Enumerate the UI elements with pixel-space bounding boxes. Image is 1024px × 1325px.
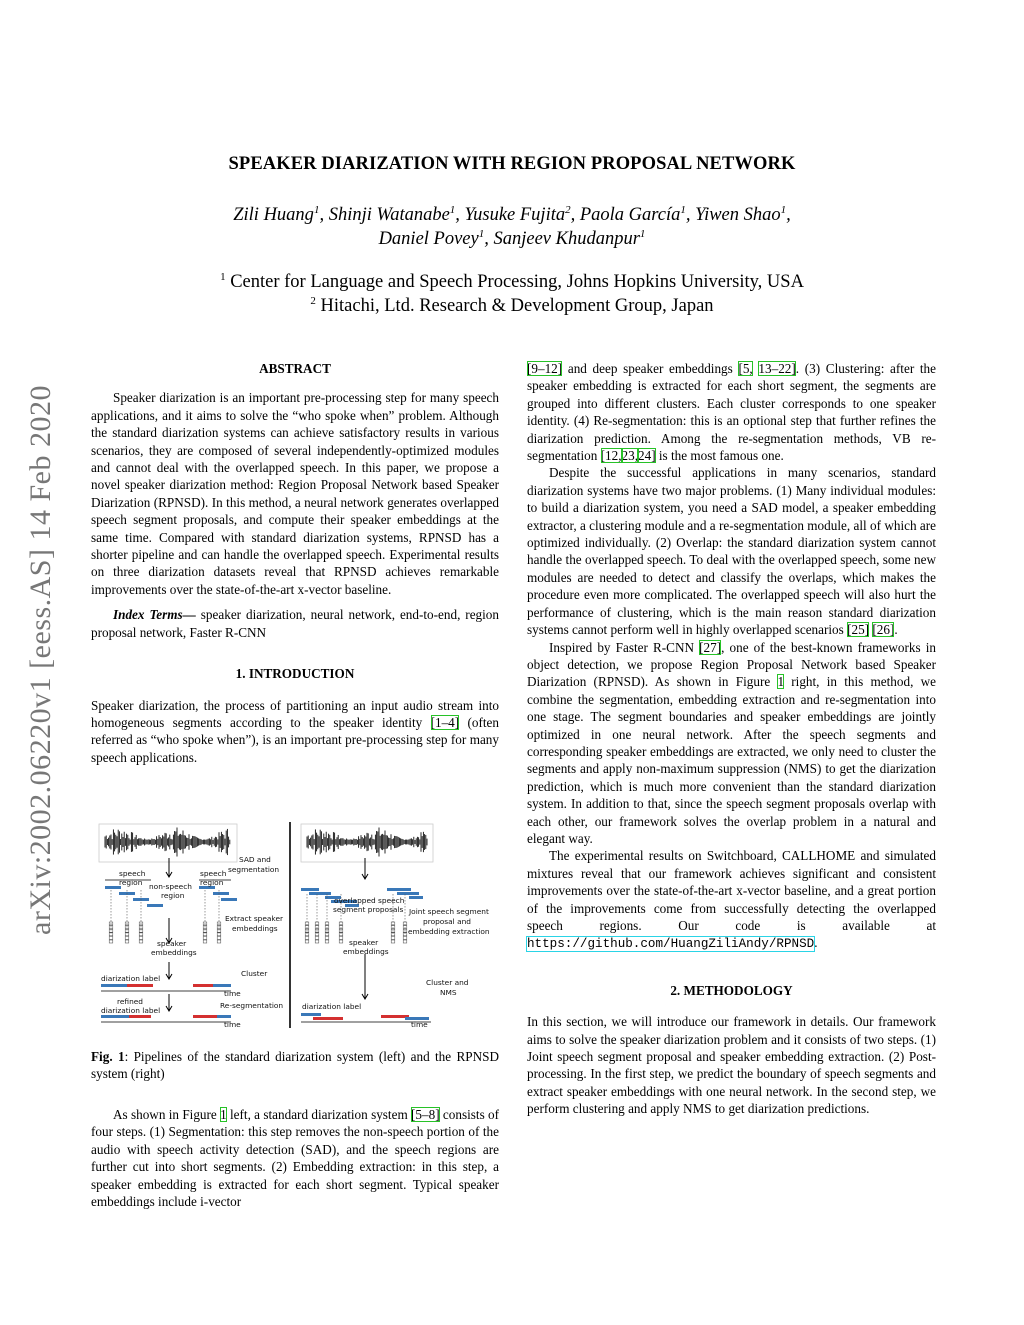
figure-link[interactable]: 1 bbox=[777, 674, 785, 690]
citation-link[interactable]: 24] bbox=[638, 448, 656, 464]
label-refined: refined bbox=[117, 997, 144, 1006]
citation-link[interactable]: [5, bbox=[738, 361, 753, 376]
embedding-cell bbox=[125, 940, 129, 943]
label-speaker-embeddings-rb: embeddings bbox=[343, 947, 389, 956]
index-terms: Index Terms— speaker diarization, neural network, end-to-end, region proposal network, Faster R-CNN bbox=[91, 607, 499, 640]
label-overlap-b: segment proposals bbox=[333, 905, 404, 914]
label-diarization-r: diarization label bbox=[302, 1002, 362, 1011]
label-cluster: Cluster bbox=[241, 969, 268, 978]
paper-title: SPEAKER DIARIZATION WITH REGION PROPOSAL NETWORK bbox=[228, 154, 796, 174]
embedding-cell bbox=[325, 936, 329, 939]
figure-link[interactable]: 1 bbox=[220, 1107, 227, 1122]
arxiv-stamp bbox=[14, 340, 68, 980]
segment-bar bbox=[213, 892, 229, 895]
intro-paragraph-1: Speaker diarization, the process of partitioning an input audio stream into homogeneous segments according to the speaker identity [1–4] (often referred as “who spoke when”), is an important pre-processing step for many speech applications. bbox=[91, 697, 499, 765]
proposal-bar bbox=[301, 888, 319, 891]
diar-bar-blue bbox=[101, 984, 127, 987]
citation-link[interactable]: [25] bbox=[847, 622, 870, 638]
right-column bbox=[527, 360, 936, 1118]
label-sad-b: segmentation bbox=[228, 865, 280, 874]
embedding-cell bbox=[339, 940, 343, 943]
embedding-cell bbox=[217, 940, 221, 943]
diar-bar-red bbox=[127, 984, 153, 987]
citation-link[interactable]: [12, bbox=[600, 448, 622, 464]
diar-bar-red bbox=[193, 1015, 217, 1018]
github-link[interactable]: https://github.com/HuangZiliAndy/RPNSD bbox=[527, 937, 815, 952]
citation-link[interactable]: [9–12] bbox=[527, 361, 563, 376]
figure-caption: Fig. 1: Pipelines of the standard diarization system (left) and the RPNSD system (right) bbox=[91, 1049, 499, 1082]
diar-bar-red bbox=[313, 1017, 343, 1020]
embedding-cell bbox=[203, 940, 207, 943]
pipeline-diagram bbox=[91, 822, 499, 1032]
label-time-2: time bbox=[224, 1020, 241, 1029]
proposal-bar bbox=[387, 888, 411, 891]
proposal-bar bbox=[397, 892, 419, 895]
citation-link[interactable]: [1–4] bbox=[430, 714, 460, 730]
label-cluster-nms: Cluster and bbox=[426, 978, 469, 987]
abstract-text: Speaker diarization is an important pre-processing step for many speech applications, and it aims to solve the “who spoke when” problem. Although the standard diarization systems can achieve satisfactory results in various scenarios, they are composed of several independently-optimized modules and cannot deal with the overlapped speech. In this paper, we propose a novel speaker diarization method: Region Proposal Network based Speaker Diarization (RPNSD). In this method, a neural network generates overlapped speech segment proposals, and compute their speaker embeddings at the same time. Compared with standard diarization systems, RPNSD has a shorter pipeline and can handle the overlapped speech. Experimental results on three diarization datasets reveal that RPNSD achieves remarkable improvements over the state-of-the-art x-vector baseline. bbox=[91, 390, 499, 597]
embedding-cell bbox=[315, 940, 319, 943]
segment-bar bbox=[147, 904, 163, 907]
label-speaker-embeddings-b: embeddings bbox=[151, 948, 197, 957]
label-non-speech-b: region bbox=[161, 891, 185, 900]
citation-link[interactable]: [5–8] bbox=[411, 1107, 440, 1122]
embedding-cell bbox=[325, 940, 329, 943]
embedding-cell bbox=[339, 936, 343, 939]
label-speech-region-2: speech bbox=[200, 869, 227, 878]
proposal-bar bbox=[409, 896, 423, 899]
label-joint: Joint speech segment bbox=[409, 907, 489, 916]
label-extract: Extract speaker bbox=[225, 914, 284, 923]
abstract-section bbox=[91, 360, 499, 766]
citation-link[interactable]: [27] bbox=[699, 639, 722, 655]
label-time-3: time bbox=[411, 1020, 428, 1029]
embedding-cell bbox=[391, 936, 395, 939]
right-waveform bbox=[307, 827, 427, 856]
label-cluster-nms-b: NMS bbox=[440, 988, 457, 997]
right-paragraph-4: The experimental results on Switchboard, CALLHOME and simulated mixtures reveal that our framework achieves significant and consistent improvements over the state-of-the-art x-vector baseline, and a great portion of the improvements come from successfully detecting the overlapped speech regions. Our code is available at https://github.com/HuangZiliAndy/RPNSD. bbox=[527, 848, 936, 952]
label-diarization: diarization label bbox=[101, 974, 161, 983]
label-joint-c: embedding extraction bbox=[408, 927, 490, 936]
left-arrows bbox=[166, 858, 172, 1011]
diar-bar-blue bbox=[213, 984, 231, 987]
author-list: Zili Huang$^1$, Shinji Watanabe$^1$, Yusuke Fujita$^2$, Paola García$^1$, Yiwen Shao$^1$, Daniel Povey$^1$, Sanjeev Khudanpur$^1$ bbox=[233, 203, 791, 249]
label-speech-region-1b: region bbox=[119, 878, 143, 887]
embedding-cell bbox=[391, 940, 395, 943]
label-speech-region-2b: region bbox=[200, 878, 224, 887]
right-paragraph-1: [9–12] and deep speaker embeddings [5, 13–22]. (3) Clustering: after the speaker embedding is extracted for each short segment, the segments are grouped into different clusters. Each cluster corresponds to one speaker identity. (4) Re-segmentation: this is an optional step that further refines the diarization prediction. Among the re-segmentation methods, VB re-segmentation [12,23,24] is the most famous one. bbox=[527, 361, 936, 464]
label-extract-b: embeddings bbox=[232, 924, 278, 933]
label-overlap: overlapped speech bbox=[334, 896, 405, 905]
diar-bar-red bbox=[381, 1015, 409, 1018]
citation-link[interactable]: [26] bbox=[872, 622, 895, 638]
methodology-paragraph: In this section, we will introduce our framework in details. Our framework aims to solve the speaker diarization problem and it consists of two steps. (1) Joint speech segment proposal and speaker embedding extraction. (2) Post-processing. In the first step, we predict the boundary of speech segments and extract speaker embeddings with one neural network. In the second step, we perform clustering and apply NMS to get diarization predictions. bbox=[527, 1014, 936, 1117]
segment-bar bbox=[221, 898, 237, 901]
left-waveform bbox=[105, 827, 230, 856]
embedding-cell bbox=[315, 936, 319, 939]
citation-link[interactable]: 23, bbox=[621, 448, 638, 464]
label-joint-b: proposal and bbox=[423, 917, 471, 926]
diar-bar-blue bbox=[301, 1013, 321, 1016]
diar-bar-red bbox=[129, 1015, 151, 1018]
label-speech-region-1: speech bbox=[119, 869, 146, 878]
diar-bar-blue bbox=[217, 1015, 231, 1018]
citation-link[interactable]: 13–22] bbox=[758, 361, 796, 376]
label-refined-b: diarization label bbox=[101, 1006, 161, 1015]
right-paragraph-3: Inspired by Faster R-CNN [27], one of the best-known frameworks in object detection, we propose Region Proposal Network based Speaker Diarization (RPNSD). As shown in Figure 1 right, in this method, we combine the segmentation, embedding extraction and re-segmentation into one stage. The segment boundaries and speaker embeddings are jointly optimized in one neural network. After the speech segments and corresponding speaker embeddings are extracted, we only need to cluster the segments and apply non-maximum suppression (NMS) to get the diarization prediction, which is much more convenient than the standard diarization system. In addition to that, since the speech segment proposals overlap with each other, our framework solves the overlap problem in a natural and elegant way. bbox=[527, 639, 936, 846]
embedding-cell bbox=[109, 940, 113, 943]
affiliations: $^1$ Center for Language and Speech Processing, Johns Hopkins University, USA $^2$ Hitachi, Ltd. Research & Development Group, Japan bbox=[220, 270, 804, 316]
methodology-heading: 2. METHODOLOGY bbox=[670, 982, 793, 998]
embedding-cell bbox=[139, 940, 143, 943]
diar-bar-blue bbox=[101, 1015, 129, 1018]
label-speaker-embeddings-r: speaker bbox=[349, 938, 379, 947]
figure-1 bbox=[91, 822, 499, 1032]
embedding-cell bbox=[109, 936, 113, 939]
embedding-cell bbox=[403, 940, 407, 943]
embedding-cell bbox=[305, 940, 309, 943]
embedding-cell bbox=[203, 936, 207, 939]
embedding-cell bbox=[139, 936, 143, 939]
right-paragraph-2: Despite the successful applications in many scenarios, standard diarization systems have two major problems. (1) Many individual modules: to build a diarization system, you need a SAD model, a speaker embedding extractor, a clustering module and a re-segmentation module, all of which are optimized individually. (2) Overlap: the standard diarization system cannot handle the overlapped speech. To deal with the overlapped speech, some new modules are needed to detect and classify the overlaps, which makes the procedure even more complicated. The overlapped speech will also hurt the performance of clustering, which is the main reason standard diarization systems cannot perform well in highly overlapped scenarios [25] [26]. bbox=[527, 465, 936, 638]
label-sad: SAD and bbox=[239, 855, 271, 864]
proposal-bar bbox=[309, 892, 331, 895]
abstract-heading: ABSTRACT bbox=[259, 361, 331, 376]
label-speaker-embeddings: speaker bbox=[157, 939, 187, 948]
label-non-speech: non-speech bbox=[149, 882, 192, 891]
diar-bar-red bbox=[193, 984, 213, 987]
embedding-cell bbox=[403, 936, 407, 939]
label-resegmentation: Re-segmentation bbox=[220, 1001, 284, 1010]
intro-heading: 1. INTRODUCTION bbox=[235, 666, 355, 682]
right-arrows bbox=[362, 858, 368, 999]
intro-paragraph-2: As shown in Figure 1 left, a standard diarization system [5–8] consists of four steps. (1) Segmentation: this step removes the non-speech portion of the audio with speech activity detection (SAD), and the speech regions are further cut into short segments. (2) Embedding extraction: in this step, a speaker embedding is extracted for each short segment. Typical speaker embeddings include i-vector bbox=[91, 1107, 500, 1210]
embedding-cell bbox=[305, 936, 309, 939]
label-time-1: time bbox=[224, 989, 241, 998]
embedding-cell bbox=[125, 936, 129, 939]
embedding-cell bbox=[217, 936, 221, 939]
arxiv-stamp-text: arXiv:2002.06220v1 [eess.AS] 14 Feb 2020 bbox=[24, 385, 57, 935]
